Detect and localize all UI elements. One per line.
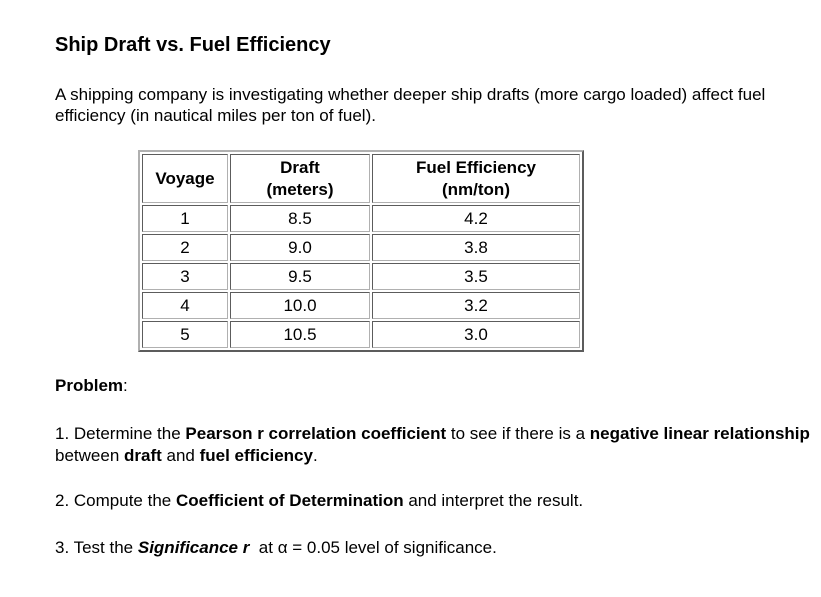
header-draft (230, 154, 370, 203)
cell-draft: 9.5 (230, 263, 370, 290)
term-draft: draft (124, 446, 162, 465)
data-table (138, 150, 584, 352)
cell-voyage: 4 (142, 292, 228, 319)
header-fuel-line2: (nm/ton) (442, 179, 510, 199)
table-row (142, 321, 580, 348)
table-header-row (142, 154, 580, 203)
cell-fuel: 4.2 (372, 205, 580, 232)
cell-draft: 9.0 (230, 234, 370, 261)
page-title: Ship Draft vs. Fuel Efficiency (55, 34, 331, 56)
cell-voyage: 3 (142, 263, 228, 290)
header-draft-line1: Draft (280, 157, 320, 177)
problem-heading (55, 376, 128, 396)
cell-fuel: 3.0 (372, 321, 580, 348)
cell-draft: 10.5 (230, 321, 370, 348)
problem-colon: : (123, 376, 128, 395)
cell-voyage: 2 (142, 234, 228, 261)
term-significance-r: Significance r (137, 538, 250, 557)
cell-fuel: 3.8 (372, 234, 580, 261)
table-row (142, 263, 580, 290)
cell-voyage: 1 (142, 205, 228, 232)
header-fuel-efficiency (372, 154, 580, 203)
question-3: 3. Test the Significance r at α = 0.05 level of significance. (55, 538, 497, 557)
cell-draft: 8.5 (230, 205, 370, 232)
term-negative-linear: negative linear relationship (589, 424, 810, 443)
cell-fuel: 3.2 (372, 292, 580, 319)
intro-paragraph: A shipping company is investigating whether deeper ship drafts (more cargo loaded) affect fuel efficiency (in nautical miles per ton of fuel). (55, 85, 766, 125)
header-draft-line2: (meters) (266, 179, 334, 199)
header-fuel-line1: Fuel Efficiency (416, 157, 536, 177)
question-1: 1. Determine the Pearson r correlation coefficient to see if there is a negative linear relationship between draft and fuel efficiency. (55, 424, 810, 465)
question-2: 2. Compute the Coefficient of Determination and interpret the result. (55, 491, 584, 510)
header-voyage: Voyage (142, 154, 228, 203)
cell-fuel: 3.5 (372, 263, 580, 290)
term-coefficient-of-determination: Coefficient of Determination (175, 491, 404, 510)
problem-label: Problem (55, 376, 124, 395)
table-row (142, 234, 580, 261)
cell-voyage: 5 (142, 321, 228, 348)
table-row (142, 205, 580, 232)
table-row (142, 292, 580, 319)
term-pearson-r: Pearson r correlation coefficient (185, 424, 447, 443)
term-fuel-efficiency: fuel efficiency (199, 446, 313, 465)
cell-draft: 10.0 (230, 292, 370, 319)
